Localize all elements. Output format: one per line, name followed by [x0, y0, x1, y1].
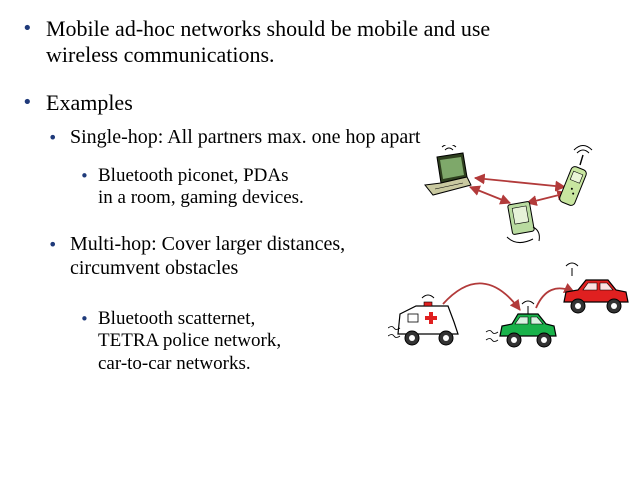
bullet-text: [98, 165, 304, 210]
bullet-glyph: •: [80, 167, 89, 185]
bullet-glyph: •: [22, 92, 33, 113]
bullet-mobile-adhoc: [22, 16, 490, 68]
bullet-multi-hop: [48, 233, 345, 280]
bullet-text: [70, 233, 345, 280]
bullet-glyph: •: [48, 128, 58, 147]
bullet-text: [70, 126, 420, 150]
bullet-line: Mobile ad-hoc networks should be mobile and use: [46, 16, 491, 41]
bullet-line: in a room, gaming devices.: [98, 187, 304, 209]
bullet-glyph: •: [22, 18, 33, 39]
arrow-laptop-pda: [470, 187, 510, 203]
bullet-text: [46, 16, 490, 68]
bullet-line: Bluetooth piconet, PDAs: [98, 165, 289, 186]
bullet-line: car-to-car networks.: [98, 352, 251, 374]
arrow-ambulance-green: [443, 283, 520, 310]
pda-icon: [507, 201, 539, 242]
bullet-text: [98, 308, 281, 375]
bullet-line: Bluetooth scatternet,: [98, 308, 256, 329]
bullet-line: Single-hop: All partners max. one hop apart: [70, 126, 421, 148]
bullet-line: wireless communications.: [46, 41, 275, 67]
ambulance-icon: [388, 295, 458, 345]
green-car-icon: [486, 301, 556, 347]
bullet-glyph: •: [80, 310, 89, 328]
arrow-group: [470, 178, 567, 203]
bullet-text: [46, 90, 133, 116]
bullet-single-hop: [48, 126, 420, 150]
bullet-bluetooth-piconet: [80, 165, 304, 210]
multi-hop-figure: [388, 262, 633, 362]
bullet-glyph: •: [48, 235, 58, 254]
arrow-laptop-phone: [475, 178, 565, 187]
bullet-bluetooth-scatternet: [80, 308, 281, 375]
bullet-line: Multi-hop: Cover larger distances,: [70, 233, 346, 255]
phone-icon: [558, 146, 592, 207]
red-car-icon: [564, 263, 628, 313]
bullet-line: circumvent obstacles: [70, 256, 239, 279]
bullet-line: TETRA police network,: [98, 330, 282, 352]
laptop-icon: [425, 145, 471, 195]
bullet-line: Examples: [46, 90, 133, 115]
single-hop-figure: [415, 145, 625, 250]
bullet-examples: [22, 90, 133, 116]
